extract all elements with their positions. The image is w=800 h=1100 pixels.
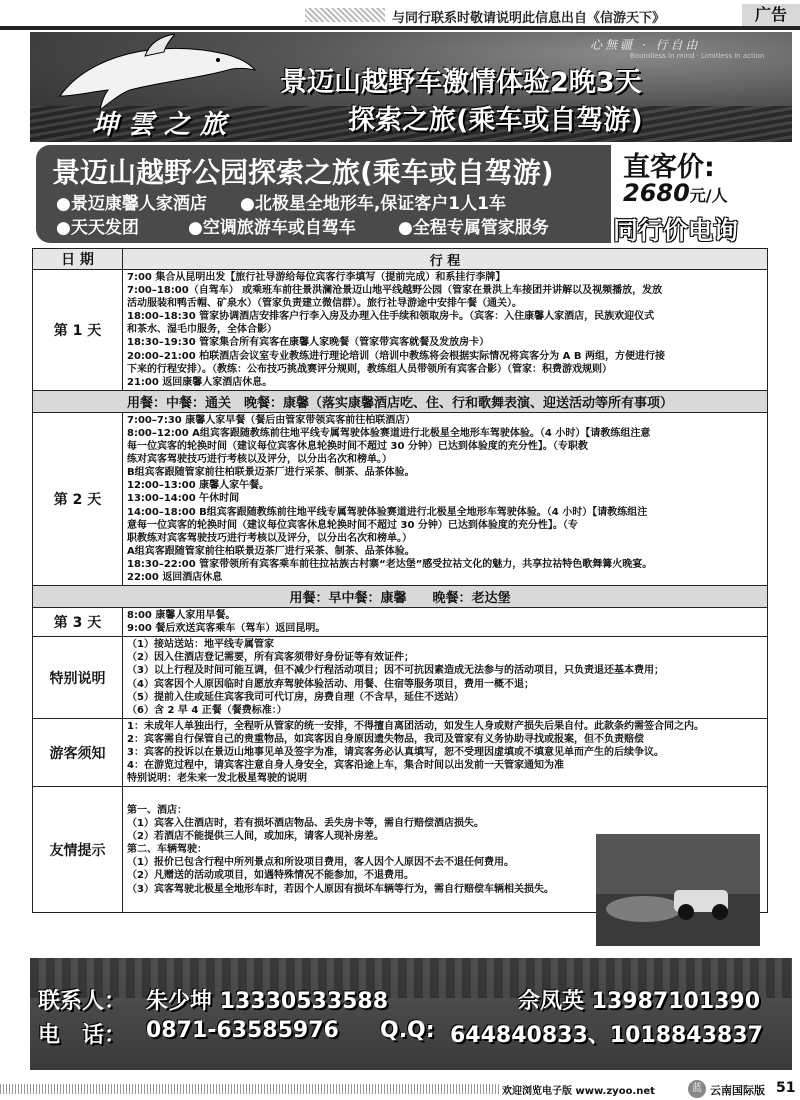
schedule-line: 21:00 返回康馨人家酒店休息。 xyxy=(127,376,273,388)
feature-item: ●北极星全地形车,保证客户1人1车 xyxy=(240,194,506,214)
ad-tag: 广告 xyxy=(742,4,800,26)
brand-name: 坤雲之旅 xyxy=(92,110,237,140)
page-number: 51 xyxy=(776,1080,796,1096)
qq-number: 644840833、1018843837 xyxy=(450,1023,763,1048)
footer-edition: 云南国际版 xyxy=(710,1084,765,1097)
price-box xyxy=(613,145,792,243)
schedule-line: 22:00 返回酒店休息 xyxy=(127,571,223,583)
contact-label: 联系人： xyxy=(38,989,127,1014)
schedule-line: 18:30–22:00 管家带领所有宾客乘车前往拉祜族古村寨“老达堡”感受拉祜文化的魅力，共享拉祜特色歌舞篝火晚宴。 xyxy=(127,558,653,570)
note-line: （3）以上行程及时间可能互调，但不减少行程活动项目；因不可抗因素造成无法参与的活动项目，只负责退还基本费用； xyxy=(127,665,664,677)
header-day: 日 期 xyxy=(33,249,123,270)
guest-label: 游客须知 xyxy=(33,718,123,786)
schedule-line: 7:00–18:00（自驾车） 或乘班车前往景洪澜沧景迈山地平线越野公园（管家在景洪上车接团并讲解以及视频播放，发放 xyxy=(127,285,663,297)
banner-title-line2: 探索之旅(乘车或自驾游) xyxy=(348,105,643,136)
feature-item: ●景迈康馨人家酒店 xyxy=(56,194,207,214)
table-row-day1-meals xyxy=(33,390,768,412)
schedule-line: 13:00–14:00 午休时间 xyxy=(127,493,240,505)
brand-slogan-english: Boundless in mind · Limitless in action xyxy=(630,52,765,60)
direct-price-value xyxy=(623,179,728,207)
schedule-line: 14:00–18:00 B组宾客跟随教练前往地平线专属驾驶体验赛道进行北极星全地形车驾驶体验。（4 小时）【请教练组注 xyxy=(127,506,648,518)
table-row-day1 xyxy=(33,270,768,391)
schedule-line: 7:00–7:30 康馨人家早餐（餐后由管家带领宾客前往柏联酒店） xyxy=(127,414,416,426)
note-line: 3：宾客的投诉以在景迈山地事见单及签字为准，请宾客务必认真填写，恕不受理因虚填或不填意见单而产生的后续争议。 xyxy=(127,747,664,758)
source-notice: 与同行联系时敬请说明此信息出自《信游天下》 xyxy=(392,11,666,26)
schedule-line: 下来的行程安排）。（教练：公布技巧挑战赛评分规则，教练组人员带领所有宾客合影）（管家：积费游戏规则） xyxy=(127,363,612,375)
day2-schedule xyxy=(123,412,768,585)
schedule-line: 8:00–12:00 A组宾客跟随教练前往地平线专属驾驶体验赛道进行北极星全地形车驾驶体验。（4 小时）【请教练组注意 xyxy=(127,427,651,439)
note-line: （1）接站送站：地平线专属管家 xyxy=(127,639,274,651)
table-row-day2-meals xyxy=(33,586,768,608)
schedule-line: 8:00 康馨人家用早餐。 xyxy=(127,610,236,622)
header-trip: 行 程 xyxy=(123,249,768,270)
itinerary-table xyxy=(32,248,768,913)
note-line: （1）宾客入住酒店时，若有损坏酒店物品、丢失房卡等，需自行赔偿酒店损失。 xyxy=(127,818,484,830)
day1-meals: 用餐：中餐：通关 晚餐：康馨（落实康馨酒店吃、住、行和歌舞表演、迎送活动等所有事项） xyxy=(33,390,768,412)
schedule-line: 7:00 集合从昆明出发【旅行社导游给每位宾客行李填写（提前完成）和系挂行李牌】 xyxy=(127,272,506,283)
day3-schedule xyxy=(123,608,768,637)
table-row-guest xyxy=(33,718,768,786)
brand-slogan: 心無疆 · 行自由 xyxy=(590,38,701,52)
peer-price-note: 同行价电询 xyxy=(613,216,739,245)
schedule-line: A组宾客跟随管家前往柏联景迈茶厂进行采茶、制茶、品茶体验。 xyxy=(127,545,415,557)
schedule-line: 9:00 餐后欢送宾客乘车（驾车）返回昆明。 xyxy=(127,623,326,635)
contact-person1: 朱少坤 13330533588 xyxy=(146,989,389,1014)
top-divider xyxy=(0,26,800,30)
note-line: 特别说明：老朱来一发北极星驾驶的说明 xyxy=(127,773,307,785)
guest-notes xyxy=(123,718,768,786)
note-line: （4）宾客因个人原因临时自愿放弃驾驶体验活动、用餐、住宿等服务项目，费用一概不退； xyxy=(127,678,534,690)
day2-meals: 用餐：早中餐：康馨 晚餐：老达堡 xyxy=(33,586,768,608)
schedule-line: 和茶水、湿毛巾服务，全体合影） xyxy=(127,324,277,336)
footer-hatch xyxy=(0,1084,500,1094)
footer-browse: 欢迎浏览电子版 www.zyoo.net xyxy=(502,1086,655,1097)
phone-label: 电 话： xyxy=(38,1023,127,1048)
note-line: （2）因入住酒店登记需要，所有宾客须带好身份证等有效证件； xyxy=(127,652,414,664)
publisher-logo-icon: 蓝 xyxy=(688,1080,706,1098)
day1-label: 第 1 天 xyxy=(33,270,123,391)
schedule-line: 18:30–19:30 管家集合所有宾客在康馨人家晚餐（管家带宾客就餐及发放房卡） xyxy=(127,337,490,349)
note-line: （2）若酒店不能提供三人间，或加床，请客人现补房差。 xyxy=(127,831,384,843)
schedule-line: 20:00–21:00 柏联酒店会议室专业教练进行理论培训（培训中教练将会根据实际情况将宾客分为 A B 两组，方便进行接 xyxy=(127,350,665,362)
table-row-day3 xyxy=(33,608,768,637)
note-line: 2：宾客需自行保管自己的贵重物品，如宾客因自身原因遗失物品，我司及管家有义务协助寻找或报案，但不负责赔偿 xyxy=(127,733,644,745)
price-unit: 元/人 xyxy=(689,186,728,205)
decorative-pattern xyxy=(305,8,385,22)
page-footer xyxy=(0,1078,800,1100)
feature-item: ●空调旅游车或自驾车 xyxy=(188,218,356,238)
promo-title: 景迈山越野公园探索之旅(乘车或自驾游) xyxy=(52,156,554,189)
phone-number: 0871-63585976 xyxy=(146,1018,339,1043)
wheel-icon xyxy=(712,904,728,920)
atv-photo xyxy=(596,834,760,946)
schedule-line: 练对宾客驾驶技巧进行考核以及评分，以分出名次和榜单。） xyxy=(127,454,392,466)
top-strip xyxy=(0,0,800,30)
contact-person2: 佘凤英 13987101390 xyxy=(518,989,761,1014)
special-notes xyxy=(123,637,768,719)
dolphin-logo-icon xyxy=(50,34,260,114)
schedule-line: 职教练对宾客驾驶技巧进行考核以及评分，以分出名次和榜单。） xyxy=(127,532,412,544)
schedule-line: 12:00–13:00 康馨人家午餐。 xyxy=(127,480,270,492)
schedule-line: 活动服装和鸭舌帽、矿泉水）（管家负责建立微信群）。旅行社导游途中安排午餐（通关）。 xyxy=(127,298,522,310)
feature-item: ●全程专属管家服务 xyxy=(398,218,549,238)
day3-label: 第 3 天 xyxy=(33,608,123,637)
tips-label: 友情提示 xyxy=(33,787,123,913)
photo-dust xyxy=(606,896,682,922)
schedule-line: 18:00–18:30 管家协调酒店安排客户行李入房及办理入住手续和领取房卡。（宾客：入住康馨人家酒店，民族欢迎仪式 xyxy=(127,311,655,323)
schedule-line: 每一位宾客的轮换时间（建议每位宾客休息轮换时间不超过 30 分钟）已达到体验度的充分性】。（专职教 xyxy=(127,441,588,453)
promo-box xyxy=(30,145,792,245)
note-line: 第二、车辆驾驶： xyxy=(127,844,207,856)
note-line: （2）凡赠送的活动或项目，如遇特殊情况不能参加，不退费用。 xyxy=(127,870,414,882)
note-line: （1）报价已包含行程中所列景点和所设项目费用，客人因个人原因不去不退任何费用。 xyxy=(127,857,514,869)
wheel-icon xyxy=(678,904,694,920)
special-label: 特别说明 xyxy=(33,637,123,719)
price-amount: 2680 xyxy=(623,179,690,207)
day1-schedule xyxy=(123,270,768,391)
note-line: （5）提前入住或延住宾客我司可代订房，房费自理（不含早，延住不送站） xyxy=(127,691,464,703)
note-line: （6）含 2 早 4 正餐（餐费标准：） xyxy=(127,704,287,716)
day2-label: 第 2 天 xyxy=(33,412,123,585)
schedule-line: B组宾客跟随管家前往柏联景迈茶厂进行采茶、制茶、品茶体验。 xyxy=(127,467,415,479)
direct-price-label: 直客价: xyxy=(623,152,715,183)
table-row-day2 xyxy=(33,412,768,585)
feature-item: ●天天发团 xyxy=(56,218,139,238)
note-line: 4：在游览过程中，请宾客注意自身人身安全，宾客沿途上车，集合时间以出发前一天管家通知为准 xyxy=(127,760,564,772)
table-header-row xyxy=(33,249,768,270)
schedule-line: 意每一位宾客的轮换时间（建议每位宾客休息轮换时间不超过 30 分钟）已达到体验度的充分性】。（专 xyxy=(127,519,578,531)
table-row-special xyxy=(33,637,768,719)
hero-banner xyxy=(30,32,792,142)
note-line: 1：未成年人单独出行，全程听从管家的统一安排，不得擅自离团活动，如发生人身或财产损失后果自付。此款条约需签合同之内。 xyxy=(127,720,704,732)
note-line: 第一、酒店： xyxy=(127,804,187,816)
banner-title-line1: 景迈山越野车激情体验2晚3天 xyxy=(280,67,642,98)
contact-banner xyxy=(30,958,792,1070)
qq-label: Q.Q: xyxy=(380,1018,435,1043)
note-line: （3）宾客驾驶北极星全地形车时，若因个人原因有损坏车辆等行为，需自行赔偿车辆相关损失。 xyxy=(127,883,554,895)
